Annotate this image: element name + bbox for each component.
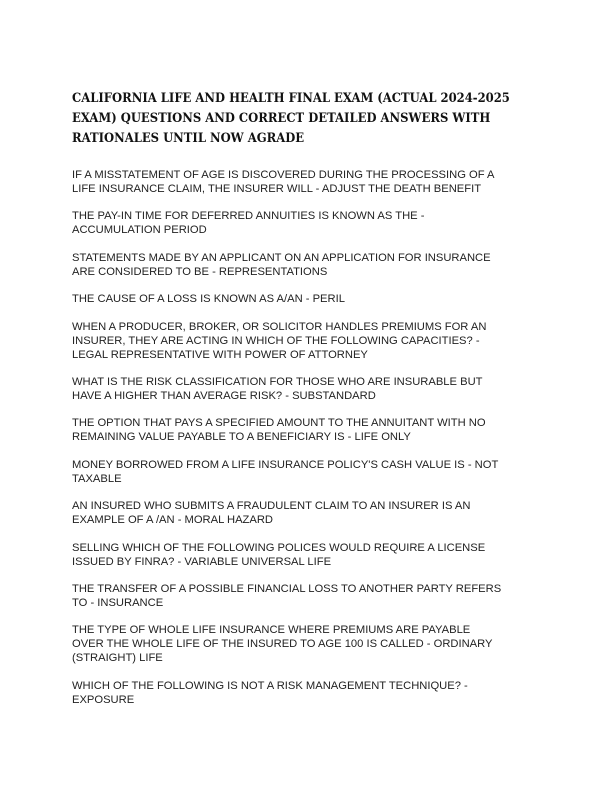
question-answer-item: WHAT IS THE RISK CLASSIFICATION FOR THOSE WHO ARE INSURABLE BUT HAVE A HIGHER THAN AVERAGE RISK? - SUBSTANDARD <box>72 376 483 402</box>
question-answer-item: THE TYPE OF WHOLE LIFE INSURANCE WHERE PREMIUMS ARE PAYABLE OVER THE WHOLE LIFE OF THE INSURED TO AGE 100 IS CALLED - ORDINARY (STRAIGHT) LIFE <box>72 624 493 665</box>
title-line: RATIONALES UNTIL NOW AGRADE <box>72 130 305 145</box>
question-answer-item: IF A MISSTATEMENT OF AGE IS DISCOVERED DURING THE PROCESSING OF A LIFE INSURANCE CLAIM, THE INSURER WILL - ADJUST THE DEATH BENEFIT <box>72 169 495 195</box>
question-answer-item: THE PAY-IN TIME FOR DEFERRED ANNUITIES IS KNOWN AS THE - ACCUMULATION PERIOD <box>72 210 425 237</box>
question-answer-item: STATEMENTS MADE BY AN APPLICANT ON AN APPLICATION FOR INSURANCE ARE CONSIDERED TO BE - REPRESENTATIONS <box>72 251 491 278</box>
question-answer-item: THE TRANSFER OF A POSSIBLE FINANCIAL LOSS TO ANOTHER PARTY REFERS TO - INSURANCE <box>72 583 502 609</box>
document-title <box>72 88 510 148</box>
question-answer-item: WHICH OF THE FOLLOWING IS NOT A RISK MANAGEMENT TECHNIQUE? - EXPOSURE <box>72 679 468 706</box>
question-answer-item: AN INSURED WHO SUBMITS A FRAUDULENT CLAIM TO AN INSURER IS AN EXAMPLE OF A /AN - MORAL HAZARD <box>72 500 471 527</box>
question-answer-item: THE CAUSE OF A LOSS IS KNOWN AS A/AN - PERIL <box>72 293 345 306</box>
question-answer-list <box>72 169 542 721</box>
title-line: EXAM) QUESTIONS AND CORRECT DETAILED ANSWERS WITH <box>72 110 491 125</box>
title-line: CALIFORNIA LIFE AND HEALTH FINAL EXAM (ACTUAL 2024-2025 <box>72 90 510 105</box>
question-answer-item: SELLING WHICH OF THE FOLLOWING POLICES WOULD REQUIRE A LICENSE ISSUED BY FINRA? - VARIABLE UNIVERSAL LIFE <box>72 541 486 568</box>
question-answer-item: MONEY BORROWED FROM A LIFE INSURANCE POLICY'S CASH VALUE IS - NOT TAXABLE <box>72 458 499 485</box>
question-answer-item: THE OPTION THAT PAYS A SPECIFIED AMOUNT TO THE ANNUITANT WITH NO REMAINING VALUE PAYABLE TO A BENEFICIARY IS - LIFE ONLY <box>72 417 486 444</box>
question-answer-item: WHEN A PRODUCER, BROKER, OR SOLICITOR HANDLES PREMIUMS FOR AN INSURER, THEY ARE ACTING IN WHICH OF THE FOLLOWING CAPACITIES? - LEGAL REPRESENTATIVE WITH POWER OF ATTORNEY <box>72 320 487 361</box>
